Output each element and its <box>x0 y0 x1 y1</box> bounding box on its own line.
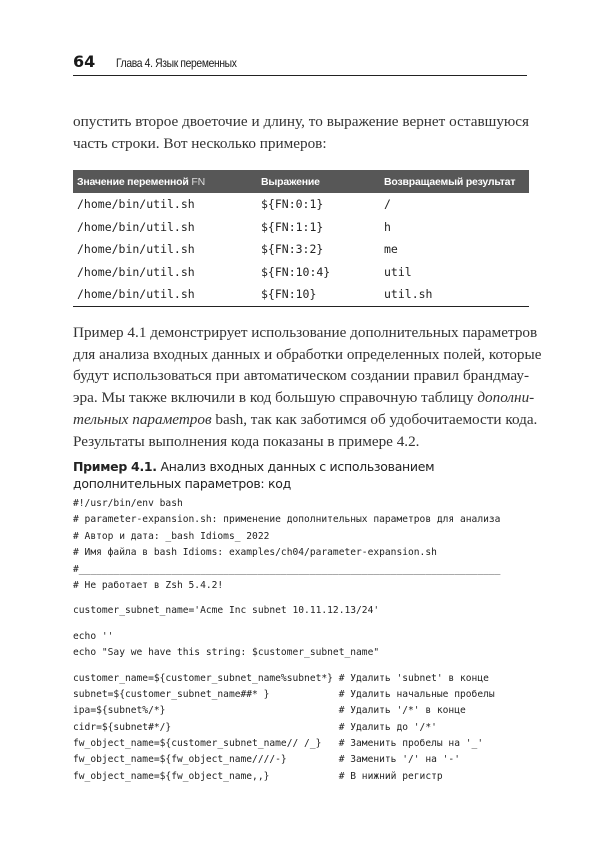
table-cell: h <box>384 219 391 234</box>
text-line: эра. Мы также включили в код большую справочную таблицу дополни- <box>73 389 535 407</box>
text-line: Результаты выполнения кода показаны в примере 4.2. <box>73 432 420 450</box>
code-line: fw_object_name=${fw_object_name,,} # В нижний регистр <box>73 770 443 782</box>
code-listing <box>73 496 500 785</box>
body-paragraph <box>73 322 542 452</box>
table-cell: me <box>384 242 398 257</box>
example-title: Анализ входных данных с использованием дополнительных параметров: код <box>73 459 435 491</box>
table-header-row <box>73 170 529 193</box>
blank-line <box>73 620 500 629</box>
text-line: опустить второе двоеточие и длину, то выражение вернет оставшуюся <box>73 113 529 130</box>
table-row <box>73 261 529 284</box>
code-line: subnet=${customer_subnet_name##* } # Удалить начальные пробелы <box>73 688 495 700</box>
table-cell: ${FN:10} <box>257 283 380 306</box>
text-line: тельных параметров bash, так как заботимся об удобочитаемости кода. <box>73 410 538 428</box>
code-line: #_________________________________________________________________________ <box>73 563 501 575</box>
column-header: Значение переменной FN <box>73 170 257 193</box>
table-cell: /home/bin/util.sh <box>77 264 195 279</box>
table-row <box>73 238 529 261</box>
table-cell: / <box>384 197 391 212</box>
text-line: будут использоваться при автоматическом создании правил брандмау- <box>73 367 529 385</box>
blank-line <box>73 662 500 671</box>
table-cell: ${FN:0:1} <box>261 197 324 212</box>
text-line: Пример 4.1 демонстрирует использование дополнительных параметров <box>73 324 538 341</box>
example-label: Пример 4.1. <box>73 459 157 474</box>
table-cell: /home/bin/util.sh <box>77 242 195 257</box>
table-cell: ${FN:3:2} <box>261 242 324 257</box>
table-cell: util <box>384 264 412 279</box>
table-cell: ${FN:10:4} <box>261 264 331 279</box>
table-cell: /home/bin/util.sh <box>73 283 257 306</box>
running-header <box>73 50 527 76</box>
examples-table <box>73 170 529 307</box>
table-cell: ${FN:1:1} <box>261 219 324 234</box>
code-line: #!/usr/bin/env bash <box>73 498 183 509</box>
page-number: 64 <box>73 52 96 71</box>
code-line: fw_object_name=${fw_object_name////-} # Заменить '/' на '-' <box>73 754 460 766</box>
code-line: cidr=${subnet#*/} # Удалить до '/*' <box>73 721 437 733</box>
code-line: # Не работает в Zsh 5.4.2! <box>73 579 224 591</box>
code-line: # parameter-expansion.sh: применение дополнительных параметров для анализа <box>73 514 501 526</box>
column-header: Возвращаемый результат <box>380 170 529 193</box>
table-cell: util.sh <box>380 283 529 306</box>
table-row <box>73 216 529 239</box>
text-line: для анализа входных данных и обработки определенных полей, которые <box>73 345 542 363</box>
code-line: customer_name=${customer_subnet_name%subnet*} # Удалить 'subnet' в конце <box>73 672 489 684</box>
table-row <box>73 283 529 306</box>
table-cell: /home/bin/util.sh <box>77 197 195 212</box>
code-line: # Автор и дата: _bash Idioms_ 2022 <box>73 530 270 542</box>
table-cell: /home/bin/util.sh <box>77 219 195 234</box>
code-line: echo '' <box>73 630 114 642</box>
code-line: # Имя файла в bash Idioms: examples/ch04/parameter-expansion.sh <box>73 547 437 559</box>
column-header: Выражение <box>257 170 380 193</box>
table-row <box>73 193 529 216</box>
text-line: часть строки. Вот несколько примеров: <box>73 134 327 152</box>
code-line: customer_subnet_name='Acme Inc subnet 10.11.12.13/24' <box>73 605 380 617</box>
chapter-title: Глава 4. Язык переменных <box>116 56 237 70</box>
example-caption <box>73 458 513 492</box>
code-line: ipa=${subnet%/*} # Удалить '/*' в конце <box>73 705 466 717</box>
code-line: echo "Say we have this string: $customer_subnet_name" <box>73 647 380 659</box>
intro-paragraph <box>73 111 529 154</box>
code-line: fw_object_name=${customer_subnet_name// /_} # Заменить пробелы на '_' <box>73 738 484 750</box>
blank-line <box>73 594 500 603</box>
